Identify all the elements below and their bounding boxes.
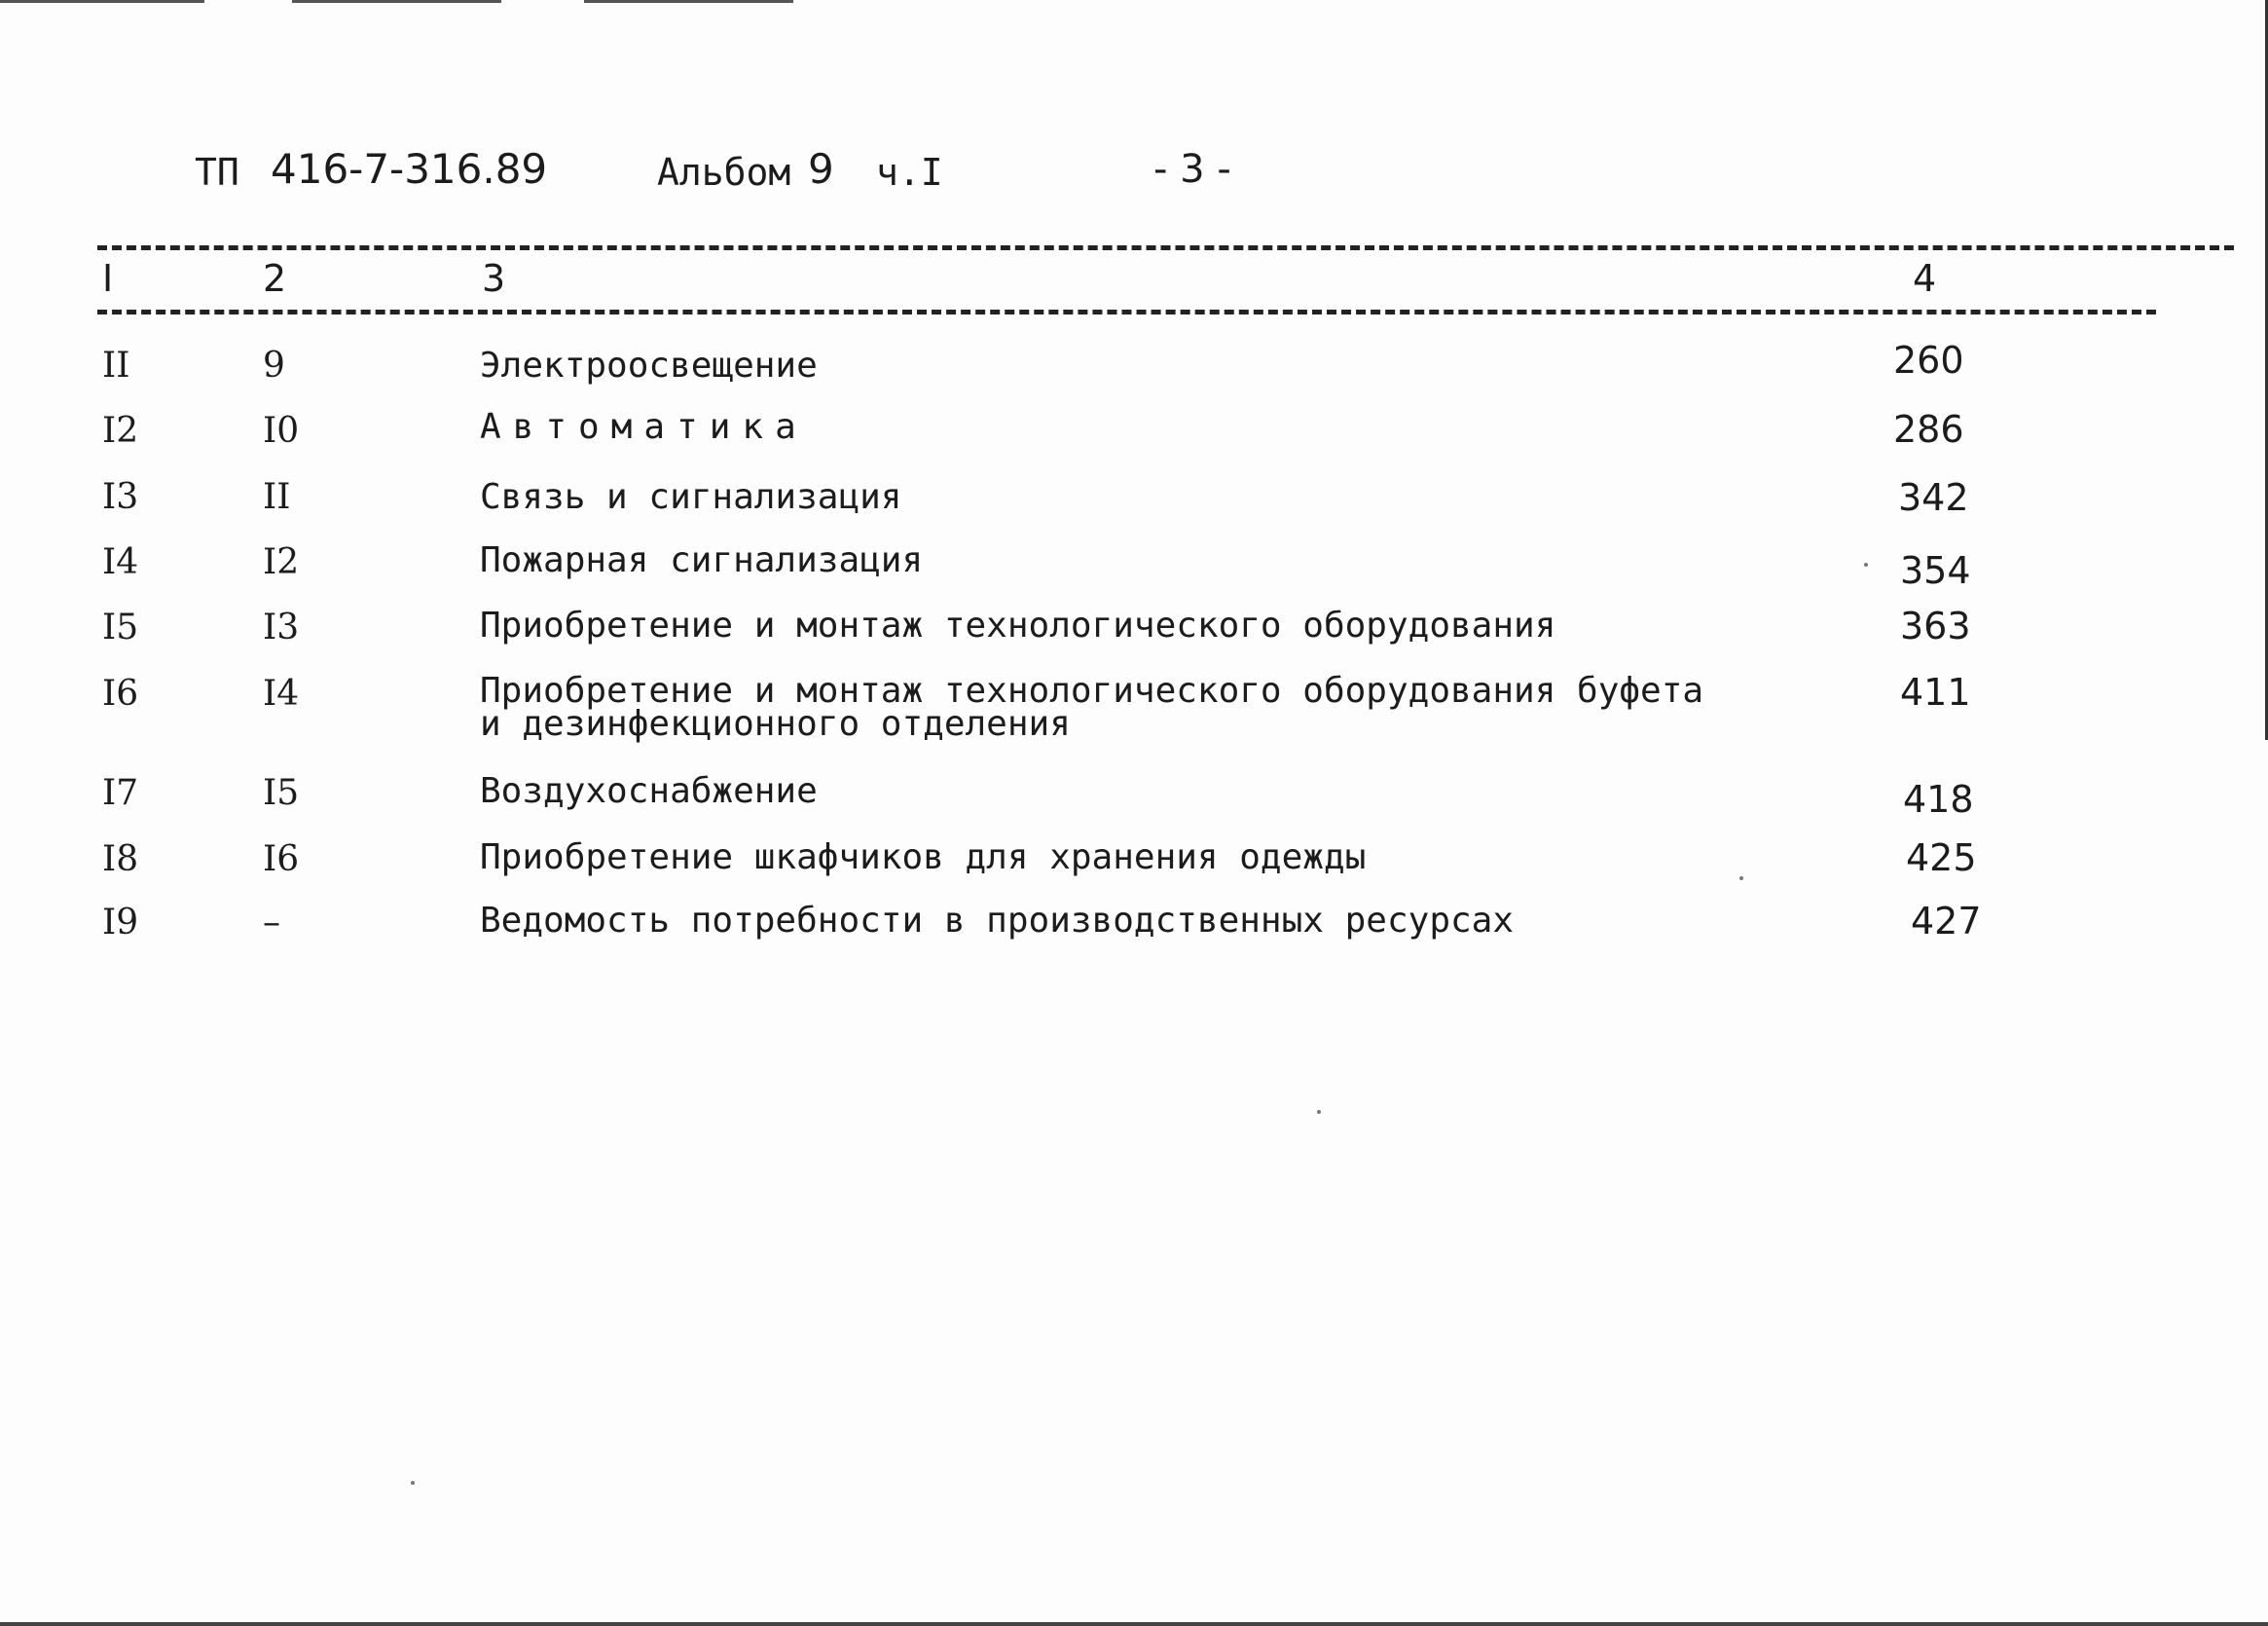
row-section: I6 — [263, 839, 300, 879]
row-section: – — [263, 903, 280, 942]
row-title: Электроосвещение — [480, 346, 818, 386]
scan-edge-top — [584, 0, 793, 3]
header-code: 416-7-316.89 — [271, 145, 548, 193]
row-section: 9 — [263, 346, 285, 386]
row-page: 286 — [1893, 408, 1964, 451]
table-header-rule — [97, 310, 2156, 314]
scan-speck — [1864, 563, 1868, 567]
row-number: I8 — [102, 839, 139, 879]
row-page: 427 — [1911, 900, 1982, 942]
row-number: I7 — [102, 773, 139, 813]
row-section: I3 — [263, 608, 300, 647]
column-heading-1: I — [102, 257, 114, 300]
column-heading-2: 2 — [263, 257, 287, 300]
row-number: I3 — [102, 477, 139, 517]
row-page: 418 — [1903, 778, 1974, 821]
row-page: 342 — [1898, 476, 1969, 519]
scan-speck — [411, 1481, 415, 1485]
row-number: I6 — [102, 674, 139, 714]
row-number: I2 — [102, 411, 139, 451]
column-heading-4: 4 — [1913, 257, 1937, 300]
row-section: II — [263, 477, 291, 517]
row-title: Воздухоснабжение — [480, 771, 818, 811]
row-section: I0 — [263, 411, 300, 451]
row-section: I5 — [263, 773, 300, 813]
row-title: Приобретение и монтаж технологического оборудования буфета и дезинфекционного отделения — [480, 671, 1704, 744]
table-top-rule — [97, 245, 2234, 250]
row-number: II — [102, 346, 130, 386]
header-prefix: ТП — [195, 151, 239, 194]
row-page: 260 — [1893, 339, 1964, 382]
row-page: 354 — [1900, 549, 1971, 592]
row-section: I2 — [263, 542, 300, 582]
row-title: Пожарная сигнализация — [480, 540, 924, 580]
row-title: Приобретение шкафчиков для хранения одежды — [480, 837, 1367, 877]
row-title: Приобретение и монтаж технологического оборудования — [480, 606, 1556, 646]
row-title: Ведомость потребности в производственных ресурсах — [480, 901, 1515, 941]
row-page: 363 — [1900, 605, 1971, 647]
header-album-number: 9 — [808, 145, 834, 193]
row-number: I9 — [102, 903, 139, 942]
row-number: I4 — [102, 542, 139, 582]
scan-edge-bottom — [0, 1622, 2268, 1626]
header-page-number: - 3 - — [1153, 147, 1231, 192]
scan-edge-top — [292, 0, 501, 3]
row-page: 411 — [1900, 671, 1971, 714]
header-part: ч.I — [876, 151, 943, 194]
scan-speck — [1739, 876, 1743, 880]
row-number: I5 — [102, 608, 139, 647]
scan-edge-top — [0, 0, 204, 3]
column-heading-3: 3 — [482, 257, 506, 300]
scan-speck — [1317, 1110, 1321, 1114]
row-section: I4 — [263, 674, 300, 714]
row-title: Связь и сигнализация — [480, 477, 902, 517]
row-page: 425 — [1906, 836, 1977, 879]
header-album-label: Альбом — [657, 151, 791, 194]
row-title: Автоматика — [480, 407, 808, 447]
